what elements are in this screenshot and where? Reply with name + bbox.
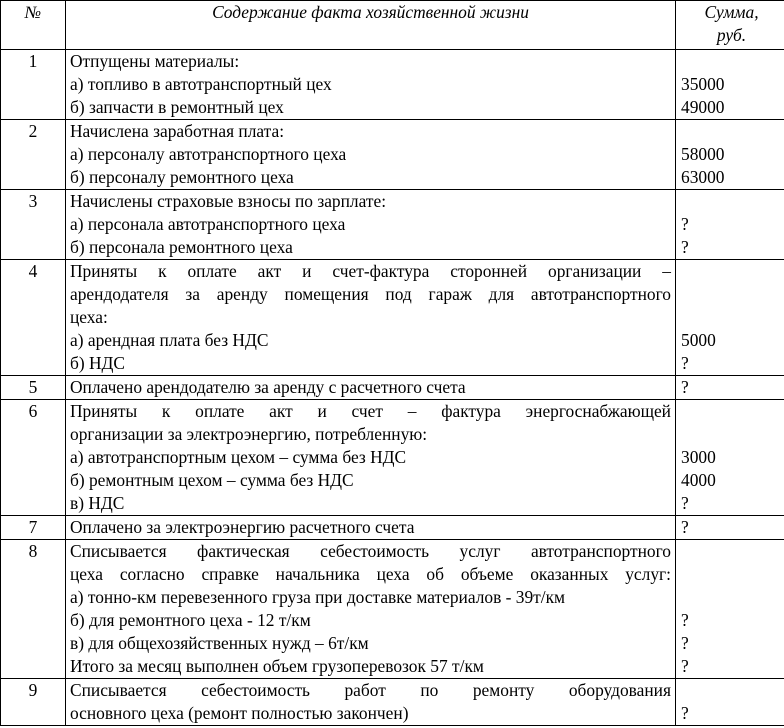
row-content <box>66 190 676 260</box>
header-sum-line2: руб. <box>716 25 747 45</box>
sum-value <box>681 50 784 73</box>
content-line: а) арендная плата без НДС <box>70 330 269 350</box>
content-line: Итого за месяц выполнен объем грузоперевозок 57 т/км <box>70 656 484 676</box>
row-number: 4 <box>1 260 66 376</box>
row-number: 3 <box>1 190 66 260</box>
header-row <box>1 1 784 50</box>
content-line: цеха: <box>70 307 108 327</box>
sum-value: 4000 <box>681 470 716 490</box>
sum-value: ? <box>681 633 689 653</box>
sum-value <box>681 423 784 446</box>
content-line: цеха согласно справке начальника цеха об объеме оказанных услуг: <box>70 564 671 584</box>
sum-value <box>681 306 784 329</box>
content-line: Приняты к оплате акт и счет-фактура сторонней организации – <box>70 261 671 281</box>
content-line: в) для общехозяйственных нужд – 6т/км <box>70 633 369 653</box>
content-line: а) топливо в автотранспортный цех <box>70 74 332 94</box>
row-sum <box>676 540 784 679</box>
table-row <box>1 679 784 726</box>
content-line: а) персонала автотранспортного цеха <box>70 214 346 234</box>
row-sum <box>676 260 784 376</box>
row-content <box>66 120 676 190</box>
table-row <box>1 516 784 540</box>
sum-value: ? <box>681 353 689 373</box>
table-row <box>1 120 784 190</box>
sum-value: 3000 <box>681 447 716 467</box>
content-line: Отпущены материалы: <box>70 51 240 71</box>
table-row <box>1 540 784 679</box>
sum-value <box>681 400 784 423</box>
sum-value: 49000 <box>681 97 725 117</box>
table-row <box>1 260 784 376</box>
table-row <box>1 50 784 120</box>
row-number: 6 <box>1 400 66 516</box>
content-line: б) для ремонтного цеха - 12 т/км <box>70 610 311 630</box>
row-number: 8 <box>1 540 66 679</box>
sum-value: ? <box>681 517 689 537</box>
content-line: Оплачено за электроэнергию расчетного счета <box>70 517 415 537</box>
row-sum <box>676 120 784 190</box>
content-line: б) запчасти в ремонтный цех <box>70 97 284 117</box>
header-sum <box>676 1 784 50</box>
sum-value: ? <box>681 610 689 630</box>
table-row <box>1 376 784 400</box>
content-line: Оплачено арендодателю за аренду с расчетного счета <box>70 377 466 397</box>
content-line: в) НДС <box>70 493 125 513</box>
row-content <box>66 679 676 726</box>
sum-value <box>681 586 784 609</box>
sum-value: ? <box>681 493 689 513</box>
row-sum <box>676 679 784 726</box>
sum-value <box>681 283 784 306</box>
content-line: Начислены страховые взносы по зарплате: <box>70 191 387 211</box>
row-content <box>66 260 676 376</box>
content-line: арендодателя за аренду помещения под гараж для автотранспортного <box>70 284 671 304</box>
sum-value: ? <box>681 377 689 397</box>
content-line: б) НДС <box>70 353 126 373</box>
sum-value <box>681 563 784 586</box>
row-sum <box>676 400 784 516</box>
table-row <box>1 190 784 260</box>
content-line: а) автотранспортным цехом – сумма без НДС <box>70 447 407 467</box>
header-sum-line1: Сумма, <box>704 2 759 22</box>
sum-value <box>681 120 784 143</box>
content-line: а) тонно-км перевезенного груза при доставке материалов - 39т/км <box>70 587 566 607</box>
content-line: Списывается себестоимость работ по ремонту оборудования <box>70 680 671 700</box>
header-num: № <box>1 1 66 50</box>
content-line: а) персоналу автотранспортного цеха <box>70 144 347 164</box>
sum-value: 58000 <box>681 144 725 164</box>
sum-value: ? <box>681 656 689 676</box>
content-line: б) ремонтным цехом – сумма без НДС <box>70 470 354 490</box>
row-sum <box>676 190 784 260</box>
row-content <box>66 400 676 516</box>
sum-value: ? <box>681 237 689 257</box>
header-content: Содержание факта хозяйственной жизни <box>66 1 676 50</box>
content-line: б) персоналу ремонтного цеха <box>70 167 294 187</box>
row-sum <box>676 50 784 120</box>
sum-value <box>681 260 784 283</box>
row-content <box>66 50 676 120</box>
sum-value: 35000 <box>681 74 725 94</box>
sum-value: 5000 <box>681 330 716 350</box>
row-number: 7 <box>1 516 66 540</box>
sum-value <box>681 540 784 563</box>
row-number: 2 <box>1 120 66 190</box>
table-row <box>1 400 784 516</box>
content-line: основного цеха (ремонт полностью закончен) <box>70 703 409 723</box>
row-content <box>66 516 676 540</box>
content-line: б) персонала ремонтного цеха <box>70 237 293 257</box>
content-line: Приняты к оплате акт и счет – фактура энергоснабжающей <box>70 401 671 421</box>
row-content <box>66 376 676 400</box>
content-line: организации за электроэнергию, потребленную: <box>70 424 428 444</box>
content-line: Начислена заработная плата: <box>70 121 285 141</box>
content-line: Списывается фактическая себестоимость услуг автотранспортного <box>70 541 671 561</box>
row-content <box>66 540 676 679</box>
row-number: 5 <box>1 376 66 400</box>
sum-value: ? <box>681 703 689 723</box>
sum-value: ? <box>681 214 689 234</box>
sum-value <box>681 190 784 213</box>
row-sum <box>676 516 784 540</box>
row-number: 1 <box>1 50 66 120</box>
row-sum <box>676 376 784 400</box>
sum-value <box>681 679 784 702</box>
sum-value: 63000 <box>681 167 725 187</box>
row-number: 9 <box>1 679 66 726</box>
